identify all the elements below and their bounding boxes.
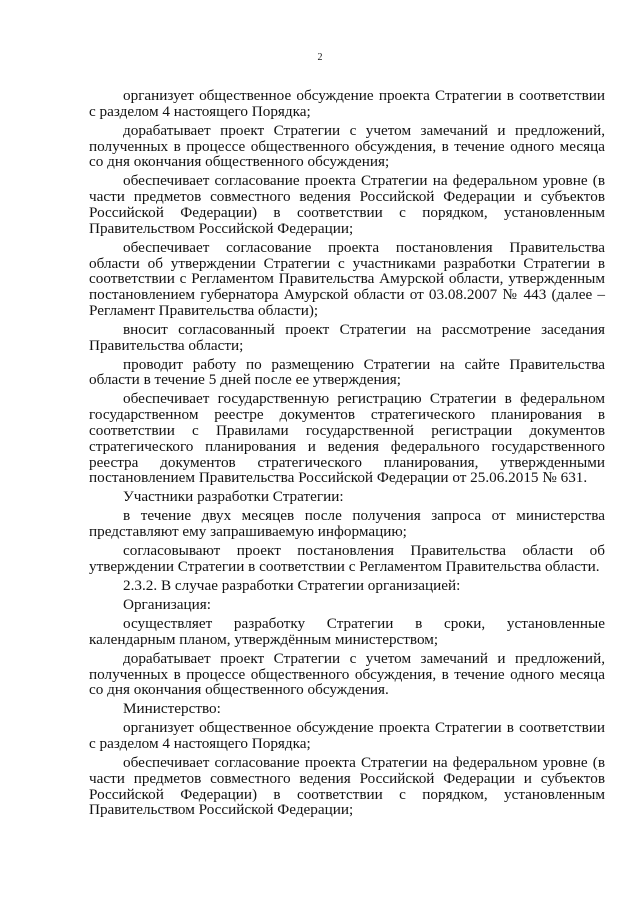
- paragraph: Министерство:: [123, 700, 221, 718]
- paragraph: обеспечивает согласование проекта Стратегии на федеральном уровне (в части предметов совместного ведения Российской Федерации и субъектов Российской Федерации) в соответствии с порядком, установленным Правительством Российской Федерации;: [89, 754, 605, 819]
- paragraph: осуществляет разработку Стратегии в сроки, установленные календарным планом, утверждённым министерством;: [89, 614, 605, 648]
- paragraph: организует общественное обсуждение проекта Стратегии в соответствии с разделом 4 настоящего Порядка;: [89, 719, 605, 753]
- paragraph: обеспечивает согласование проекта Стратегии на федеральном уровне (в части предметов совместного ведения Российской Федерации и субъектов Российской Федерации) в соответствии с порядком, установленным Правительством Российской Федерации;: [89, 172, 605, 237]
- paragraph: 2.3.2. В случае разработки Стратегии организацией:: [123, 576, 461, 594]
- paragraph: обеспечивает согласование проекта постановления Правительства области об утверждении Стратегии с участниками разработки Стратегии в соответствии с Регламентом Правительства Амурской области, утвержденным постановлением губернатора Амурской области от 03.08.2007 № 443 (далее – Регламент Правительства области);: [89, 238, 605, 319]
- paragraph: Участники разработки Стратегии:: [123, 488, 344, 506]
- paragraph: Организация:: [123, 595, 211, 613]
- paragraph: в течение двух месяцев после получения запроса от министерства представляют ему запрашиваемую информацию;: [89, 507, 605, 541]
- document-body: [89, 88, 605, 821]
- paragraph: согласовывают проект постановления Правительства области об утверждении Стратегии в соответствии с Регламентом Правительства области.: [89, 542, 605, 575]
- paragraph: вносит согласованный проект Стратегии на рассмотрение заседания Правительства области;: [89, 320, 605, 354]
- paragraph: проводит работу по размещению Стратегии на сайте Правительства области в течение 5 дней после ее утверждения;: [89, 355, 605, 389]
- paragraph: обеспечивает государственную регистрацию Стратегии в федеральном государственном реестре документов стратегического планирования в соответствии с Правилами государственной регистрации документов стратегического планирования и ведения федерального государственного реестра документов стратегического планирования, утвержденными постановлением Правительства Российской Федерации от 25.06.2015 № 631.: [89, 390, 605, 487]
- page-number: 2: [317, 52, 323, 63]
- paragraph: дорабатывает проект Стратегии с учетом замечаний и предложений, полученных в процессе общественного обсуждения, в течение одного месяца со дня окончания общественного обсуждения.: [89, 649, 605, 699]
- paragraph: дорабатывает проект Стратегии с учетом замечаний и предложений, полученных в процессе общественного обсуждения, в течение одного месяца со дня окончания общественного обсуждения;: [89, 121, 605, 171]
- paragraph: организует общественное обсуждение проекта Стратегии в соответствии с разделом 4 настоящего Порядка;: [89, 87, 605, 120]
